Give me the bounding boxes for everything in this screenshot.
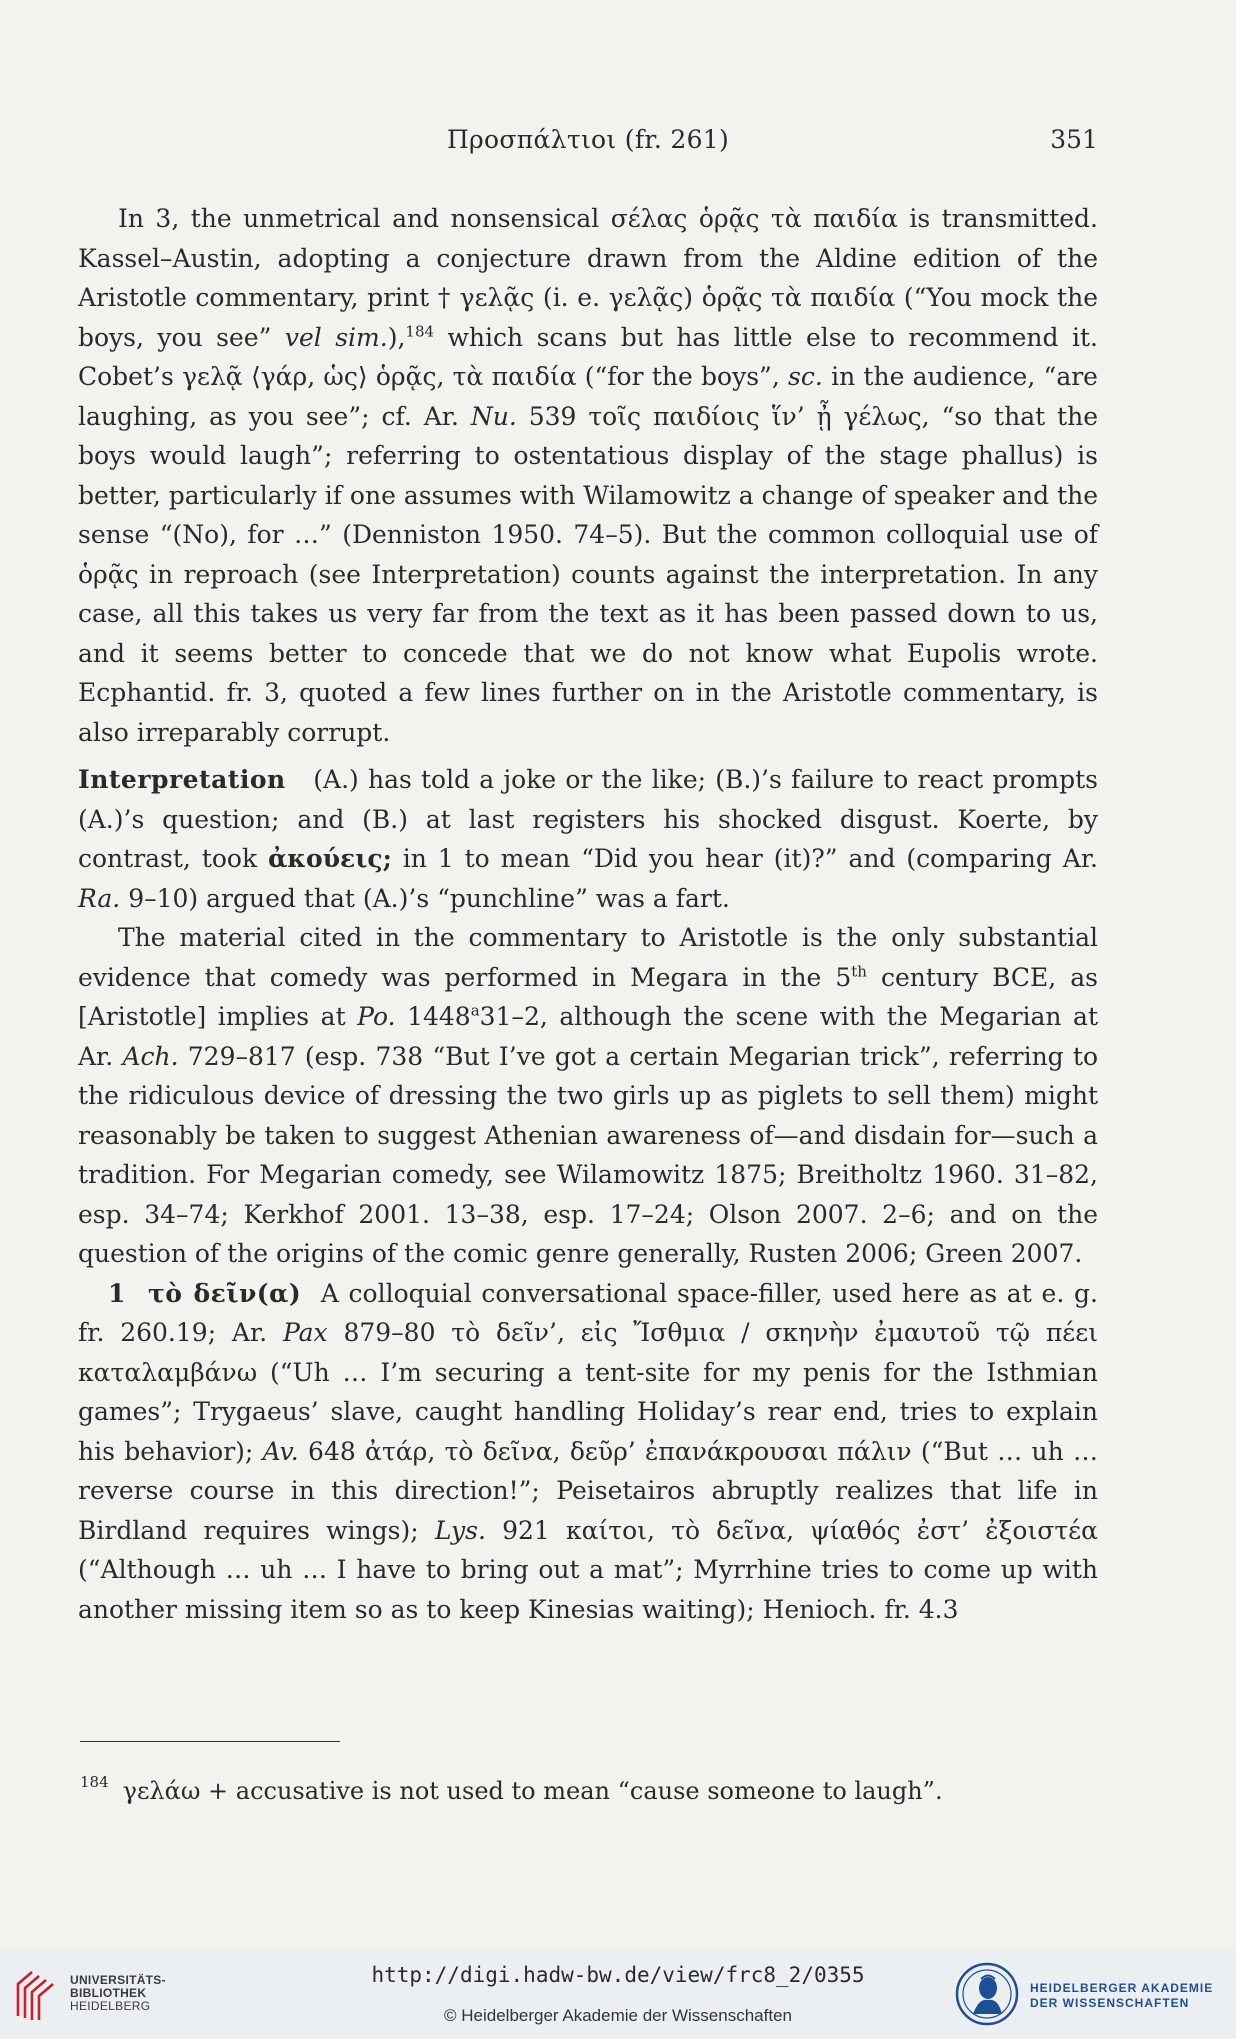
italic-run: Nu. xyxy=(470,401,517,431)
italic-run: vel sim. xyxy=(284,322,388,352)
italic-run: sc. xyxy=(788,362,823,391)
text-run: (A.) has told a joke or the like; (B.)’s failure to react prompts (A.)’s question; and (B.) at last registers his shocked disgust. Koerte, by contrast, took xyxy=(78,765,1106,873)
permalink-url[interactable]: http://digi.hadw-bw.de/view/frc8_2/0355 xyxy=(371,1963,865,1987)
body-text xyxy=(78,199,1106,1629)
footnote xyxy=(80,1765,1098,1808)
paragraph-textual-note xyxy=(78,199,1098,752)
italic-run: Pax xyxy=(282,1318,328,1347)
text-run: in 1 to mean “Did you hear (it)?” and (comparing Ar. xyxy=(391,844,1098,873)
text-run: 539 τοῖς παιδίοις ἵν’ ᾖ γέλως, “so that the boys would laugh”; referring to ostentatious display of the stage phallus) is better, particularly if one assumes with Wilamowitz a change of speaker and the sense “(No), for …” (Denniston 1950. 74–5). But the common colloquial use of ὁρᾷς in reproach (see Interpretation) counts against the interpretation. In any case, all this takes us very far from the text as it has been passed down to us, and it seems better to concede that we do not know what Eupolis wrote. Ecphantid. fr. 3, quoted a few lines further on in the Aristotle commentary, is also irreparably corrupt. xyxy=(78,401,1099,747)
library-name-line: BIBLIOTHEK xyxy=(70,1986,147,2000)
paragraph-lemma-1 xyxy=(78,1274,1106,1630)
library-name-line: UNIVERSITÄTS- xyxy=(70,1973,166,1987)
superscript: a xyxy=(470,1001,480,1020)
text-run: century BCE, as [Aristotle] implies at xyxy=(78,962,1098,1031)
text-run: In 3, the unmetrical and nonsensical σέλας ὁρᾷς τὰ παιδία is transmitted. Kassel–Austin, adopting a conjecture drawn from the Aldine edition of the Aristotle commentary, print † γελᾷς (i. e. γελᾷς) ὁρᾷς τὰ παιδία (“You mock the boys, you see” xyxy=(78,204,1098,352)
text-run: 648 ἀτάρ, τὸ δεῖνα, δεῦρ’ ἐπανάκρουσαι πάλιν (“But … uh … reverse course in this direction!”; Peisetairos abruptly realizes that life in Birdland requires wings); xyxy=(78,1436,1098,1545)
running-head xyxy=(78,125,1098,165)
italic-run: Ach. xyxy=(122,1041,179,1071)
superscript: th xyxy=(851,962,867,981)
paragraph-interpretation xyxy=(78,760,1106,918)
footnote-rule xyxy=(80,1741,340,1742)
footnote-text: γελάω + accusative is not used to mean “cause someone to laugh”. xyxy=(122,1777,943,1805)
italic-run: Lys. xyxy=(434,1515,486,1545)
text-run: 9–10) argued that (A.)’s “punchline” was a fart. xyxy=(120,883,730,913)
paragraph-megarian-comedy xyxy=(78,918,1098,1274)
italic-run: Ra. xyxy=(78,883,121,913)
italic-run: Po. xyxy=(357,1002,396,1031)
copyright-notice: © Heidelberger Akademie der Wissenschaften xyxy=(444,2006,792,2025)
italic-run: Av. xyxy=(262,1436,299,1466)
text-run: which scans but has little else to recommend it. Cobet’s γελᾷ ⟨γάρ, ὡς⟩ ὁρᾷς, τὰ παιδία (“for the boys”, xyxy=(78,322,1098,391)
academy-name-line: HEIDELBERGER AKADEMIE xyxy=(1030,1981,1214,1995)
page-number: 351 xyxy=(1050,125,1098,154)
text-run: 921 καίτοι, τὸ δεῖνα, ψίαθός ἐστ’ ἐξοιστέα (“Although … uh … I have to bring out a mat”; Myrrhine tries to come up with another missing item so as to keep Kinesias waiting); Henioch. fr. 4.3 xyxy=(78,1515,1099,1624)
text-run: 1448 xyxy=(395,1002,471,1031)
text-run: ), xyxy=(387,322,406,352)
running-title: Προσπάλτιοι (fr. 261) xyxy=(446,125,730,154)
bold-greek-run: ἀκούεις; xyxy=(268,844,392,873)
academy-name-line: DER WISSENSCHAFTEN xyxy=(1030,1996,1190,2010)
viewer-footer xyxy=(0,1950,1236,2039)
footnote-reference[interactable]: 184 xyxy=(405,322,435,341)
text-run: 31–2, although the scene with the Megarian at Ar. xyxy=(78,1002,1099,1071)
text-run: A colloquial conversational space-filler, used here as at e. g. fr. 260.19; Ar. xyxy=(78,1278,1106,1347)
footnote-number: 184 xyxy=(80,1773,109,1791)
academy-name xyxy=(1030,1981,1213,2011)
text-run: The material cited in the commentary to Aristotle is the only substantial evidence that comedy was performed in Megara in the 5 xyxy=(78,923,1098,992)
text-run: 729–817 (esp. 738 “But I’ve got a certain Megarian trick”, referring to the ridiculous device of dressing the two girls up as piglets to sell them) might reasonably be taken to suggest Athenian awareness of—and disdain for—such a tradition. For Megarian comedy, see Wilamowitz 1875; Breitholtz 1960. 31–82, esp. 34–74; Kerkhof 2001. 13–38, esp. 17–24; Olson 2007. 2–6; and on the question of the origins of the comic genre generally, Rusten 2006; Green 2007. xyxy=(78,1041,1099,1268)
library-name-line: HEIDELBERG xyxy=(70,1999,151,2013)
text-run: in the audience, “are laughing, as you see”; cf. Ar. xyxy=(78,362,1098,431)
section-heading: Interpretation xyxy=(78,765,286,794)
text-run: 879–80 τὸ δεῖν’, εἰς Ἴσθμια / σκηνὴν ἐμαυτοῦ τῷ πέει καταλαμβάνω (“Uh … I’m securing a tent-site for my penis for the Isthmian games”; Trygaeus’ slave, caught handling Holiday’s rear end, tries to explain his behavior); xyxy=(78,1318,1098,1466)
lemma-heading: 1 τὸ δεῖν(α) xyxy=(108,1278,302,1308)
academy-seal-icon[interactable] xyxy=(955,1962,1019,2026)
